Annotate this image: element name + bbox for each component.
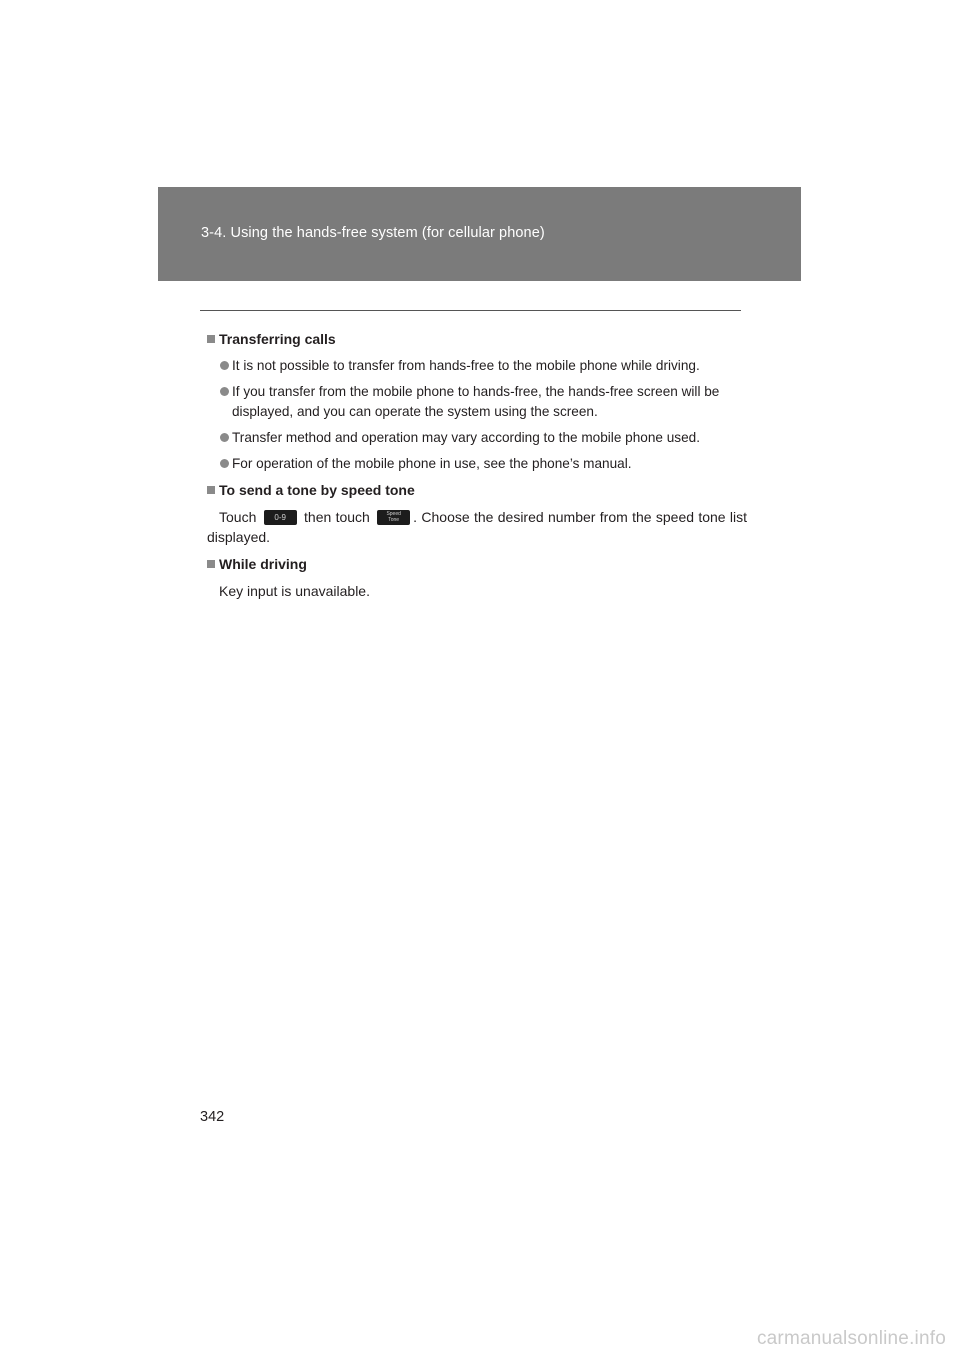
watermark: carmanualsonline.info [756, 1328, 946, 1349]
while-driving-paragraph: Key input is unavailable. [219, 583, 370, 599]
keypad-button-image: 0-9 [264, 510, 297, 525]
square-bullet-icon [207, 560, 215, 568]
bullet-item [207, 428, 747, 448]
bullet-text: It is not possible to transfer from hands-free to the mobile phone while driving. [232, 358, 700, 373]
text-then-touch: then touch [304, 509, 370, 525]
speed-tone-paragraph [207, 507, 747, 547]
round-bullet-icon [220, 433, 229, 442]
subheading-text: Transferring calls [219, 331, 336, 347]
bullet-item [207, 454, 747, 474]
speed-tone-button-image [377, 510, 410, 525]
subheading-speed-tone [207, 480, 747, 500]
horizontal-rule [200, 310, 741, 311]
subheading-while-driving [207, 554, 747, 574]
bullet-text: Transfer method and operation may vary according to the mobile phone used. [232, 430, 700, 445]
section-title: 3-4. Using the hands-free system (for cellular phone) [201, 225, 545, 241]
speed-tone-label-line2: Tone [388, 516, 400, 523]
text-touch: Touch [219, 509, 257, 525]
round-bullet-icon [220, 361, 229, 370]
bullet-item [207, 382, 747, 422]
subheading-text: To send a tone by speed tone [219, 482, 415, 498]
bullet-text: If you transfer from the mobile phone to hands-free, the hands-free screen will be displayed, and you can operate the system using the screen. [232, 384, 720, 419]
page-content [207, 329, 747, 608]
round-bullet-icon [220, 459, 229, 468]
subheading-transferring-calls [207, 329, 747, 349]
subheading-text: While driving [219, 556, 307, 572]
text-instruction: . Choose the desired number from the speed tone list displayed. [207, 509, 748, 545]
speed-tone-label-line1: Speed [386, 510, 401, 517]
square-bullet-icon [207, 335, 215, 343]
bullet-item [207, 356, 747, 376]
bullet-text: For operation of the mobile phone in use, see the phone’s manual. [232, 456, 632, 471]
round-bullet-icon [220, 387, 229, 396]
square-bullet-icon [207, 486, 215, 494]
page-number: 342 [200, 1109, 225, 1125]
section-header-band [158, 187, 801, 281]
